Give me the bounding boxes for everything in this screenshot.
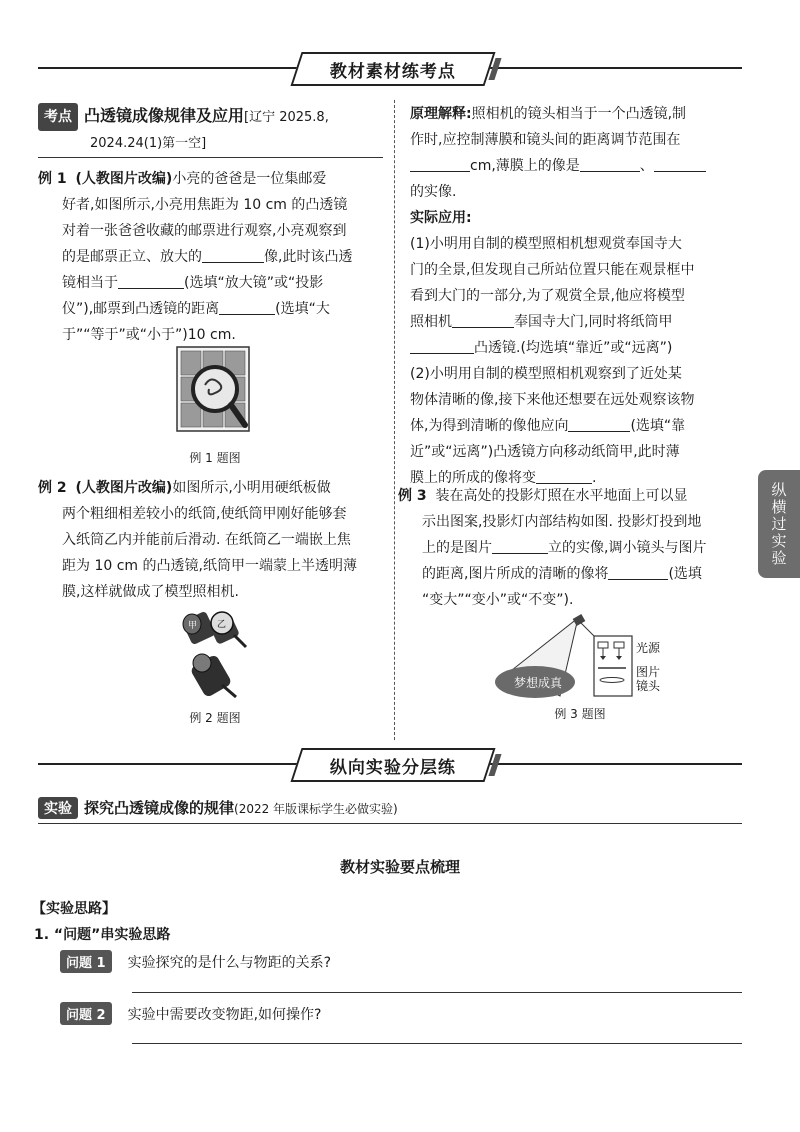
ex3-blank-1[interactable] xyxy=(492,537,548,554)
experiment-note: (2022 年版课标学生必做实验) xyxy=(234,802,398,816)
kaodian-source-1: [辽宁 2025.8, xyxy=(244,110,329,125)
ex3-line1: 装在高处的投影灯照在水平地面上可以显 xyxy=(435,488,688,504)
ex1-blank-2[interactable] xyxy=(118,272,184,289)
ex2-block xyxy=(38,475,383,605)
side-tab[interactable]: 纵横过实验 xyxy=(758,470,800,578)
ex1-figure xyxy=(175,345,255,437)
app-b3: 体,为得到清晰的像他应向 xyxy=(410,418,569,434)
ex2-label: 例 2 xyxy=(38,480,67,496)
app-blank-1[interactable] xyxy=(452,311,514,328)
ex1-line6a: 仪”),邮票到凸透镜的距离 xyxy=(62,301,220,317)
principle-label: 原理解释: xyxy=(410,106,472,122)
principle-blank-3[interactable] xyxy=(654,155,706,172)
ex1-blank-3[interactable] xyxy=(219,298,275,315)
question-2-tag: 问题 2 xyxy=(60,1002,112,1025)
app-b1: (2)小明用自制的模型照相机观察到了近处某 xyxy=(410,366,682,382)
ex2-line2: 两个粗细相差较小的纸筒,使纸筒甲刚好能够套 xyxy=(62,506,347,522)
ex2-caption: 例 2 题图 xyxy=(189,711,241,725)
ex1-line1: 小亮的爸爸是一位集邮爱 xyxy=(172,171,327,187)
app-a1: (1)小明用自制的模型照相机想观赏奉国寺大 xyxy=(410,236,682,252)
ex2-line3: 入纸筒乙内并能前后滑动. 在纸筒乙一端嵌上焦 xyxy=(62,532,351,548)
tube-separate xyxy=(182,611,246,647)
question-2-text: 实验中需要改变物距,如何操作? xyxy=(127,1006,322,1023)
ex1-line5a: 镜相当于 xyxy=(62,275,118,291)
ex2-line1: 如图所示,小明用硬纸板做 xyxy=(172,480,331,496)
app-b4: 近”或“远离”)凸透镜方向移动纸筒甲,此时薄 xyxy=(410,444,680,460)
answer-line-2[interactable] xyxy=(132,1043,742,1044)
ex1-line4a: 的是邮票正立、放大的 xyxy=(62,249,202,265)
ex1-blank-1[interactable] xyxy=(202,246,264,263)
ex1-line2: 好者,如图所示,小亮用焦距为 10 cm 的凸透镜 xyxy=(62,197,348,213)
ex3-figure xyxy=(490,612,680,708)
ex3-line4a: 的距离,图片所成的清晰的像将 xyxy=(422,566,609,582)
app-b5b: . xyxy=(592,470,597,486)
right-column xyxy=(410,101,750,491)
ex3-line5: “变大”“变小”或“不变”). xyxy=(422,592,574,608)
ex3-line3b: 立的实像,调小镜头与图片 xyxy=(548,540,707,556)
ex2-line5: 膜,这样就做成了模型照相机. xyxy=(62,584,239,600)
app-b5: 膜上的所成的像将变 xyxy=(410,470,536,486)
mid-banner-title: 纵向实验分层练 xyxy=(330,757,456,778)
app-a5: 凸透镜.(均选填“靠近”或“远离”) xyxy=(474,340,673,356)
experiment-tag: 实验 xyxy=(38,797,78,819)
ex2-source: (人教图片改编) xyxy=(75,480,173,496)
spot-text: 梦想成真 xyxy=(514,676,563,690)
ex3-line2: 示出图案,投影灯内部结构如图. 投影灯投到地 xyxy=(422,514,702,530)
label-light-source: 光源 xyxy=(636,641,661,655)
answer-line-1[interactable] xyxy=(132,992,742,993)
principle-sep: 、 xyxy=(639,158,654,174)
idea-header: 【实验思路】 xyxy=(32,901,116,917)
principle-line1: 照相机的镜头相当于一个凸透镜,制 xyxy=(471,106,687,122)
app-a2: 门的全景,但发现自己所站位置只能在观景框中 xyxy=(410,262,695,278)
ex1-line5b: (选填“放大镜”或“投影 xyxy=(184,275,324,291)
ex3-block xyxy=(398,483,748,613)
app-b3b: (选填“靠 xyxy=(630,418,686,434)
top-banner xyxy=(290,52,495,86)
ex1-line7: 于”“等于”或“小于”)10 cm. xyxy=(62,327,236,343)
experiment-heading xyxy=(38,797,742,824)
ex3-caption: 例 3 题图 xyxy=(554,707,606,721)
principle-blank-2[interactable] xyxy=(580,155,640,172)
ex2-line4: 距为 10 cm 的凸透镜,纸筒甲一端蒙上半透明薄 xyxy=(62,558,357,574)
principle-line3: cm,薄膜上的像是 xyxy=(470,158,580,174)
principle-line4: 的实像. xyxy=(410,184,457,200)
label-lens: 镜头 xyxy=(636,679,661,693)
question-1-text: 实验探究的是什么与物距的关系? xyxy=(127,954,332,971)
app-blank-3[interactable] xyxy=(568,415,630,432)
ex1-source: (人教图片改编) xyxy=(75,171,173,187)
ex3-blank-2[interactable] xyxy=(608,563,668,580)
app-blank-2[interactable] xyxy=(410,337,474,354)
ex1-line6b: (选填“大 xyxy=(275,301,330,317)
kaodian-source-2: 2024.24(1)第一空] xyxy=(38,131,383,158)
app-a4a: 照相机 xyxy=(410,314,452,330)
ex3-label: 例 3 xyxy=(398,488,427,504)
section-title: 教材实验要点梳理 xyxy=(339,858,460,876)
experiment-title: 探究凸透镜成像的规律 xyxy=(84,799,235,817)
label-yi: 乙 xyxy=(217,620,227,630)
kaodian-tag: 考点 xyxy=(38,103,78,131)
ex1-line3: 对着一张爸爸收藏的邮票进行观察,小亮观察到 xyxy=(62,223,347,239)
question-2 xyxy=(60,1002,321,1025)
ex2-figure xyxy=(178,605,258,705)
ex1-caption: 例 1 题图 xyxy=(189,451,241,465)
app-a3: 看到大门的一部分,为了观赏全景,他应将模型 xyxy=(410,288,685,304)
ex1-line4b: 像,此时该凸透 xyxy=(264,249,353,265)
app-blank-4[interactable] xyxy=(536,467,592,484)
kaodian-title: 凸透镜成像规律及应用 xyxy=(84,106,245,125)
principle-blank-1[interactable] xyxy=(410,155,470,172)
principle-line2: 作时,应控制薄膜和镜头间的距离调节范围在 xyxy=(410,132,681,148)
mid-banner xyxy=(290,748,495,782)
app-b2: 物体清晰的像,接下来他还想要在远处观察该物 xyxy=(410,392,695,408)
label-jia: 甲 xyxy=(188,621,198,631)
top-banner-title: 教材素材练考点 xyxy=(330,61,456,82)
kaodian-heading xyxy=(38,103,383,131)
app-a4b: 奉国寺大门,同时将纸筒甲 xyxy=(514,314,673,330)
ex1-label: 例 1 xyxy=(38,171,67,187)
application-label: 实际应用: xyxy=(410,210,472,226)
tube-combined xyxy=(190,654,236,698)
question-1 xyxy=(60,950,331,973)
idea-sub: 1. “问题”串实验思路 xyxy=(34,927,171,943)
left-column xyxy=(38,103,383,348)
label-picture: 图片 xyxy=(636,665,661,679)
question-1-tag: 问题 1 xyxy=(60,950,112,973)
column-divider xyxy=(394,100,395,740)
ex3-line3a: 上的是图片 xyxy=(422,540,492,556)
ex3-line4b: (选填 xyxy=(668,566,702,582)
